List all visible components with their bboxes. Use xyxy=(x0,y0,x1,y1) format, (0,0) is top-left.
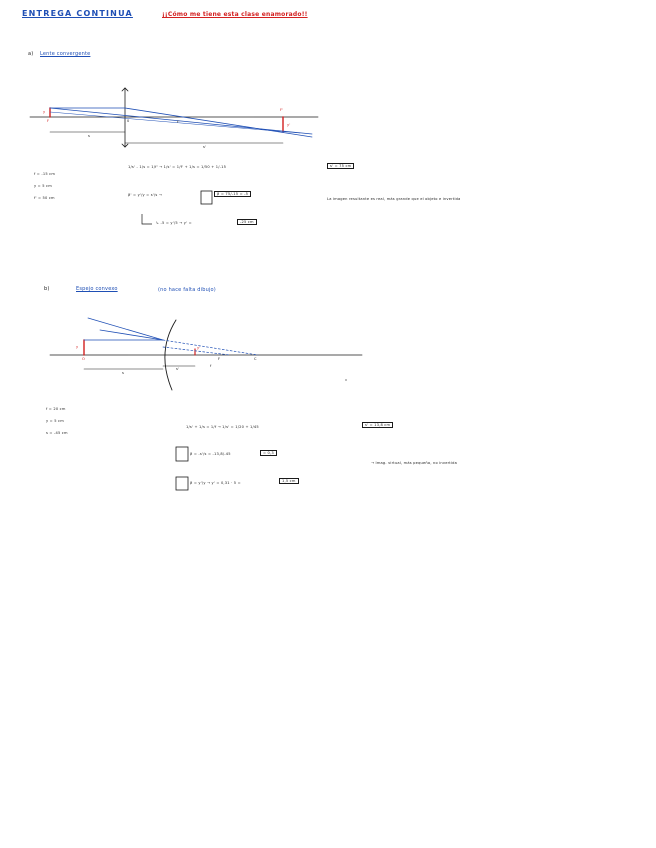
given-2: y = 5 cm xyxy=(34,184,52,188)
eq2-1-result: s' = 13,8 cm xyxy=(362,422,393,428)
mirror-ray-out xyxy=(100,330,163,340)
eq3: ↳ -5 = y'/5 → y' = xyxy=(156,221,192,225)
mirror-ray-in-1 xyxy=(88,318,163,340)
eq2: β' = y'/y = s'/s → xyxy=(128,193,163,197)
eq2-2: β = -s'/s = -13,8/-45 xyxy=(190,452,231,456)
section2-heading: Espejo convexo xyxy=(76,286,118,292)
section1-conclusion: La imagen resultante es real, más grande que el objeto e invertida xyxy=(327,197,461,201)
eq1: 1/s' - 1/s = 1/f' → 1/s' = 1/f' + 1/s = 1/50 + 1/-15 xyxy=(128,165,227,169)
mirror-label-F: F xyxy=(218,357,221,361)
eq1-result: s' = 75 cm xyxy=(327,163,354,169)
eq2-3: β = y'/y → y' = 0,31 · 5 = xyxy=(190,481,241,485)
mirror-label-O: O xyxy=(82,357,86,361)
given-1: f = -15 cm xyxy=(34,172,56,176)
given-2-1: f = 20 cm xyxy=(46,407,66,411)
mirror-label-s-prime: s' xyxy=(176,367,180,371)
lens-label-F: F xyxy=(47,119,50,123)
lens-label-y: y xyxy=(43,110,46,114)
lens-label-F-prime: F' xyxy=(280,108,284,112)
lens-label-f: f' xyxy=(177,120,180,124)
mirror-label-f: f xyxy=(210,364,212,368)
mirror-label-y: y xyxy=(76,345,79,349)
section2-number: b) xyxy=(44,286,50,292)
header-note: ¡¡Cómo me tiene esta clase enamorado!! xyxy=(162,11,308,18)
ray-aux xyxy=(50,112,300,133)
lens-label-s: s xyxy=(88,134,91,138)
given-3: f' = 50 cm xyxy=(34,196,55,200)
section2-conclusion: → Imag. virtual, más pequeña, no invertida xyxy=(371,461,458,465)
eq2-1: 1/s' + 1/s = 1/f → 1/s' = 1/20 + 1/45 xyxy=(186,425,259,429)
section1-heading: Lente convergente xyxy=(40,51,91,57)
lens-label-s-prime: s' xyxy=(203,145,207,149)
section2-heading-note: (no hace falta dibujo) xyxy=(158,287,216,293)
mirror-label-C: C xyxy=(254,357,257,361)
lens-label-0: 0 xyxy=(127,119,130,123)
ray-center xyxy=(50,108,312,134)
page-title: ENTREGA CONTINUA xyxy=(22,9,133,18)
bend-arrow xyxy=(142,214,152,224)
section1-number: a) xyxy=(28,51,34,57)
given-2-2: y = 5 cm xyxy=(46,419,64,423)
stray-dot xyxy=(345,379,346,380)
mirror-diagram xyxy=(50,318,362,390)
mirror-label-y-prime: y' xyxy=(197,346,201,350)
eq2-result: β = 75/-15 = -5 xyxy=(214,191,251,197)
ray-refracted xyxy=(125,108,312,137)
eq3-result: -25 cm xyxy=(237,219,257,225)
lens-diagram xyxy=(30,88,318,147)
lens-label-y-prime: y' xyxy=(287,123,291,127)
beta-box-3 xyxy=(201,191,212,204)
eq2-2-result: = 0,3 xyxy=(260,450,277,456)
mirror-label-s: s xyxy=(122,371,125,375)
given-2-3: s = -45 cm xyxy=(46,431,68,435)
beta-box-2 xyxy=(176,477,188,490)
beta-box-1 xyxy=(176,447,188,461)
eq2-3-result: 1,5 cm xyxy=(279,478,299,484)
